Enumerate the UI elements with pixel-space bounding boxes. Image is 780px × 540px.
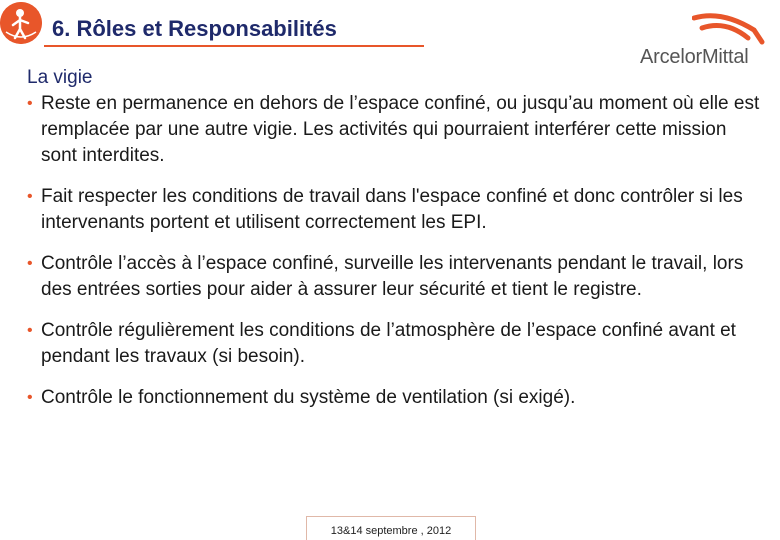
arcelormittal-logo <box>636 12 768 70</box>
bullet-item <box>27 91 767 169</box>
arcelormittal-arc-icon <box>692 12 768 46</box>
slide-title: 6. Rôles et Responsabilités <box>52 16 337 41</box>
bullet-dot-icon: • <box>27 389 33 406</box>
footer-date: 13&14 septembre , 2012 <box>330 525 452 537</box>
bullet-text: Contrôle régulièrement les conditions de l’atmosphère de l’espace confiné avant et pendant les travaux (si besoin). <box>41 320 736 367</box>
bullet-item <box>27 385 767 411</box>
bullet-text: Contrôle le fonctionnement du système de ventilation (si exigé). <box>41 387 576 408</box>
bullet-item <box>27 251 767 303</box>
title-underline <box>44 45 424 47</box>
bullet-dot-icon: • <box>27 95 33 112</box>
brand-name: ArcelorMittal <box>640 46 749 68</box>
bullet-item <box>27 318 767 370</box>
footer <box>306 516 476 540</box>
bullet-item <box>27 184 767 236</box>
bullet-text: Reste en permanence en dehors de l’espace confiné, ou jusqu’au moment où elle est remplacée par une autre vigie. Les activités qui pourraient interférer cette mission sont interdites. <box>41 93 760 166</box>
bullet-dot-icon: • <box>27 188 33 205</box>
bullet-text: Contrôle l’accès à l’espace confiné, surveille les intervenants pendant le travail, lors des entrées sorties pour aider à assurer leur sécurité et tient le registre. <box>41 253 744 300</box>
bullet-text: Fait respecter les conditions de travail dans l'espace confiné et donc contrôler si les intervenants portent et utilisent correctement les EPI. <box>41 186 743 233</box>
bullet-dot-icon: • <box>27 322 33 339</box>
safety-pictogram-icon <box>0 2 42 44</box>
slide-content <box>27 65 767 426</box>
bullet-dot-icon: • <box>27 255 33 272</box>
subheading: La vigie <box>27 67 93 88</box>
